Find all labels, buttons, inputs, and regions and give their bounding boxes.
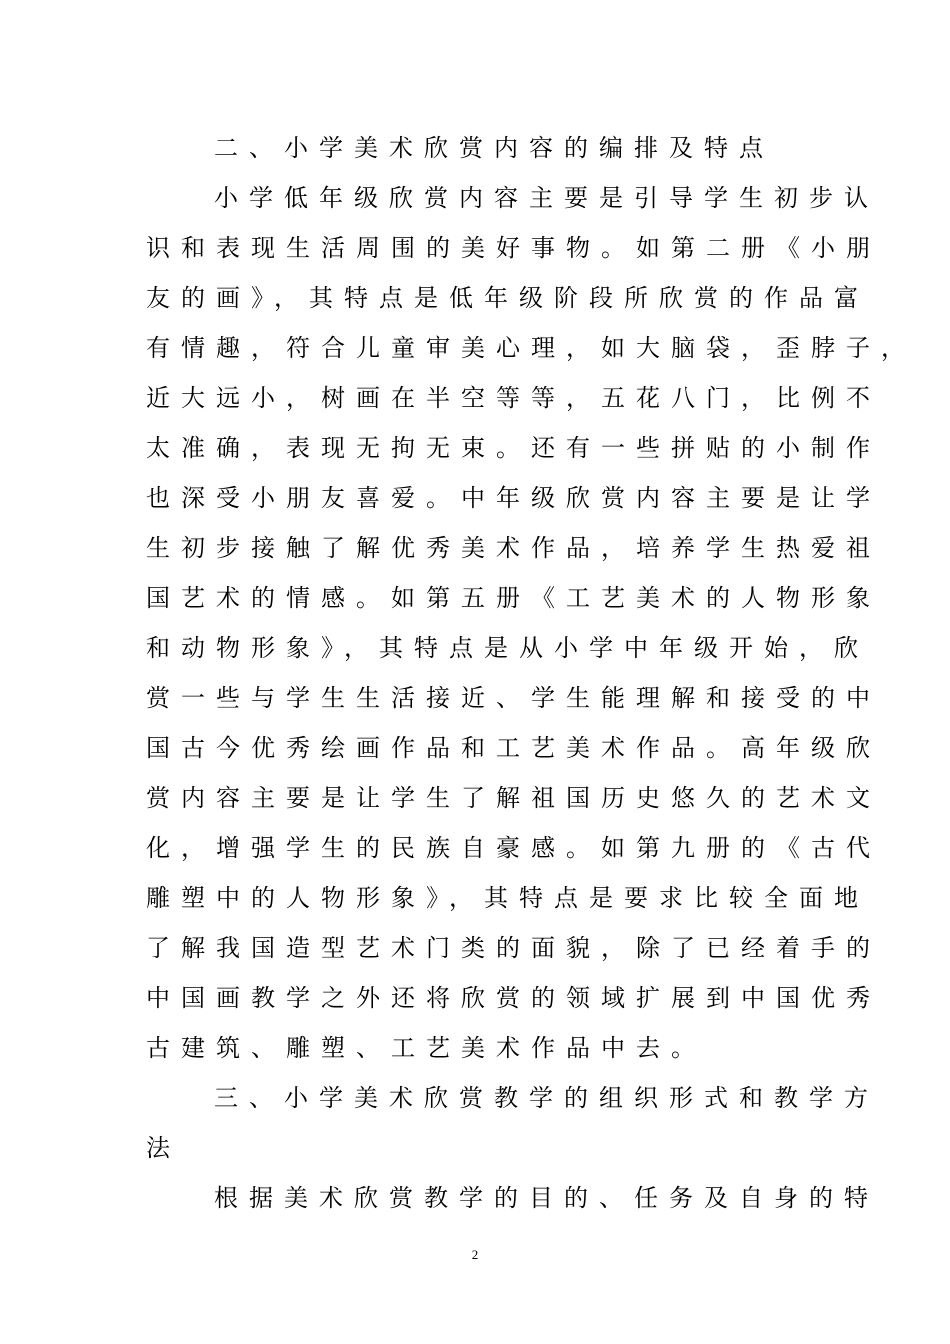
paragraph-line: 了解我国造型艺术门类的面貌，除了已经着手的 — [146, 934, 881, 962]
paragraph-line: 国艺术的情感。如第五册《工艺美术的人物形象 — [146, 584, 881, 612]
paragraph-line: 也深受小朋友喜爱。中年级欣赏内容主要是让学 — [146, 484, 881, 512]
paragraph-line: 根据美术欣赏教学的目的、任务及自身的特 — [214, 1184, 879, 1212]
paragraph-line: 有情趣，符合儿童审美心理，如大脑袋，歪脖子， — [146, 334, 916, 362]
paragraph-line: 国古今优秀绘画作品和工艺美术作品。高年级欣 — [146, 734, 881, 762]
page-number: 2 — [471, 1247, 479, 1262]
paragraph-line: 小学低年级欣赏内容主要是引导学生初步认 — [214, 184, 879, 212]
paragraph-line: 和动物形象》，其特点是从小学中年级开始，欣 — [146, 634, 869, 662]
section-heading: 二、小学美术欣赏内容的编排及特点 — [214, 134, 774, 162]
paragraph-line: 化，增强学生的民族自豪感。如第九册的《古代 — [146, 834, 881, 862]
paragraph-line: 古建筑、雕塑、工艺美术作品中去。 — [146, 1034, 706, 1062]
section-heading: 三、小学美术欣赏教学的组织形式和教学方 — [214, 1084, 879, 1112]
paragraph-line: 赏一些与学生生活接近、学生能理解和接受的中 — [146, 684, 881, 712]
paragraph-line: 赏内容主要是让学生了解祖国历史悠久的艺术文 — [146, 784, 881, 812]
paragraph-line: 近大远小，树画在半空等等，五花八门，比例不 — [146, 384, 881, 412]
paragraph-line: 友的画》，其特点是低年级阶段所欣赏的作品富 — [146, 284, 869, 312]
section-heading-continuation: 法 — [146, 1134, 181, 1162]
paragraph-line: 雕塑中的人物形象》，其特点是要求比较全面地 — [146, 884, 869, 912]
paragraph-line: 生初步接触了解优秀美术作品，培养学生热爱祖 — [146, 534, 881, 562]
paragraph-line: 中国画教学之外还将欣赏的领域扩展到中国优秀 — [146, 984, 881, 1012]
paragraph-line: 太准确，表现无拘无束。还有一些拼贴的小制作 — [146, 434, 881, 462]
paragraph-line: 识和表现生活周围的美好事物。如第二册《小朋 — [146, 234, 881, 262]
